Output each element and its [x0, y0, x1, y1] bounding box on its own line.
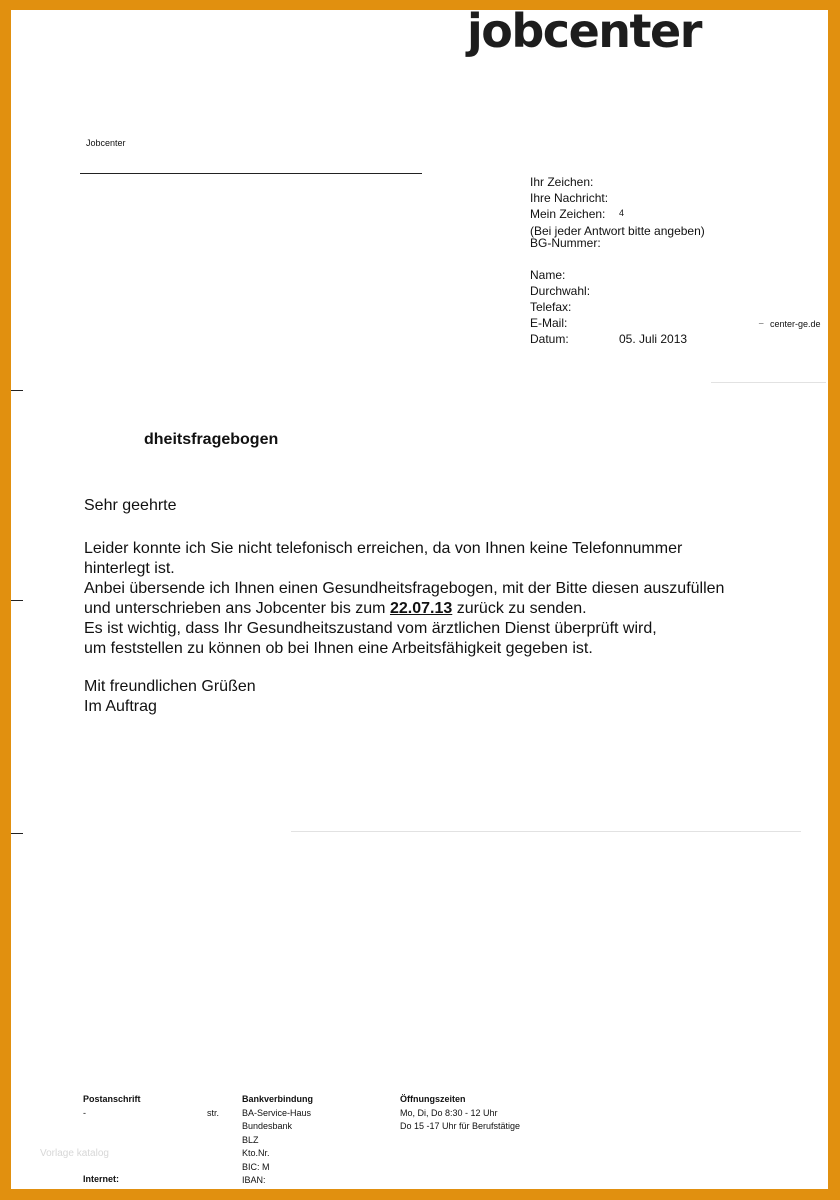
paragraph-2-before-deadline: und unterschrieben ans Jobcenter bis zum — [84, 600, 386, 617]
label-name: Name: — [530, 268, 566, 282]
footer-postanschrift-line: - — [83, 1107, 86, 1118]
paragraph-3-line-2: um feststellen zu können ob bei Ihnen eine Arbeitsfähigkeit gegeben ist. — [84, 640, 593, 657]
email-value: center-ge.de — [770, 319, 821, 329]
scan-smear — [291, 831, 801, 832]
letter-subject: dheitsfragebogen — [144, 431, 279, 448]
fold-mark-top — [11, 390, 23, 391]
footer-oeffnungszeiten — [400, 1093, 520, 1134]
footer-internet-label: Internet: — [83, 1174, 119, 1184]
footer-bank-line: IBAN: — [242, 1175, 266, 1185]
salutation: Sehr geehrte — [84, 497, 177, 514]
paragraph-2-line-1: Anbei übersende ich Ihnen einen Gesundheitsfragebogen, mit der Bitte diesen auszufüllen — [84, 580, 725, 597]
footer-hours-line: Do 15 -17 Uhr für Berufstätige — [400, 1121, 521, 1131]
footer-hours-line: Mo, Di, Do 8:30 - 12 Uhr — [400, 1107, 498, 1118]
footer-bank-line: BLZ — [242, 1134, 259, 1145]
label-datum: Datum: — [530, 332, 569, 346]
paragraph-3-line-1: Es ist wichtig, dass Ihr Gesundheitszustand vom ärztlichen Dienst überprüft wird, — [84, 620, 657, 637]
paragraph-1-line-1: Leider konnte ich Sie nicht telefonisch erreichen, da von Ihnen keine Telefonnummer — [84, 540, 683, 557]
footer-bank-line: Bundesbank — [242, 1121, 293, 1131]
fold-mark-middle — [11, 600, 23, 601]
deadline-date: 22.07.13 — [389, 600, 453, 617]
footer-bank-line: BA-Service-Haus — [242, 1107, 312, 1118]
address-window-rule — [80, 173, 422, 174]
sender-line: Jobcenter — [86, 138, 126, 148]
footer-postanschrift — [83, 1093, 141, 1120]
paragraph-3 — [84, 619, 657, 659]
letter-page — [11, 10, 828, 1189]
label-ihre-nachricht: Ihre Nachricht: — [530, 191, 609, 205]
footer-street-fragment: str. — [207, 1108, 220, 1118]
paragraph-1 — [84, 539, 682, 579]
footer-bankverbindung — [242, 1093, 313, 1188]
paragraph-1-line-2: hinterlegt ist. — [84, 560, 175, 577]
footer-bank-line: Kto.Nr. — [242, 1148, 270, 1158]
reference-hint: (Bei jeder Antwort bitte angeben) — [530, 224, 705, 238]
label-ihr-zeichen: Ihr Zeichen: — [530, 175, 594, 189]
email-prefix-fragment: _ — [759, 315, 764, 324]
footer-bank-line: BIC: M — [242, 1161, 270, 1172]
label-email: E-Mail: — [530, 316, 568, 330]
label-bg-nummer: BG-Nummer: — [530, 236, 601, 250]
label-mein-zeichen: Mein Zeichen: — [530, 207, 606, 221]
watermark: Vorlage katalog — [40, 1148, 109, 1159]
datum-value: 05. Juli 2013 — [619, 332, 688, 346]
closing-greeting — [84, 677, 256, 717]
label-telefax: Telefax: — [530, 300, 572, 314]
closing-line-2: Im Auftrag — [84, 698, 157, 715]
scan-smear — [711, 382, 826, 383]
footer-hours-title: Öffnungszeiten — [400, 1094, 466, 1104]
closing-line-1: Mit freundlichen Grüßen — [84, 678, 256, 695]
footer-bank-title: Bankverbindung — [242, 1094, 314, 1104]
jobcenter-logo: jobcenter — [467, 10, 701, 58]
paragraph-2 — [84, 579, 724, 619]
fold-mark-bottom — [11, 833, 23, 834]
mein-zeichen-value: 4 — [619, 208, 625, 218]
footer-postanschrift-title: Postanschrift — [83, 1094, 141, 1104]
paragraph-2-after-deadline: zurück zu senden. — [456, 600, 587, 617]
paragraph-2-line-2 — [84, 599, 724, 619]
label-durchwahl: Durchwahl: — [530, 284, 591, 298]
